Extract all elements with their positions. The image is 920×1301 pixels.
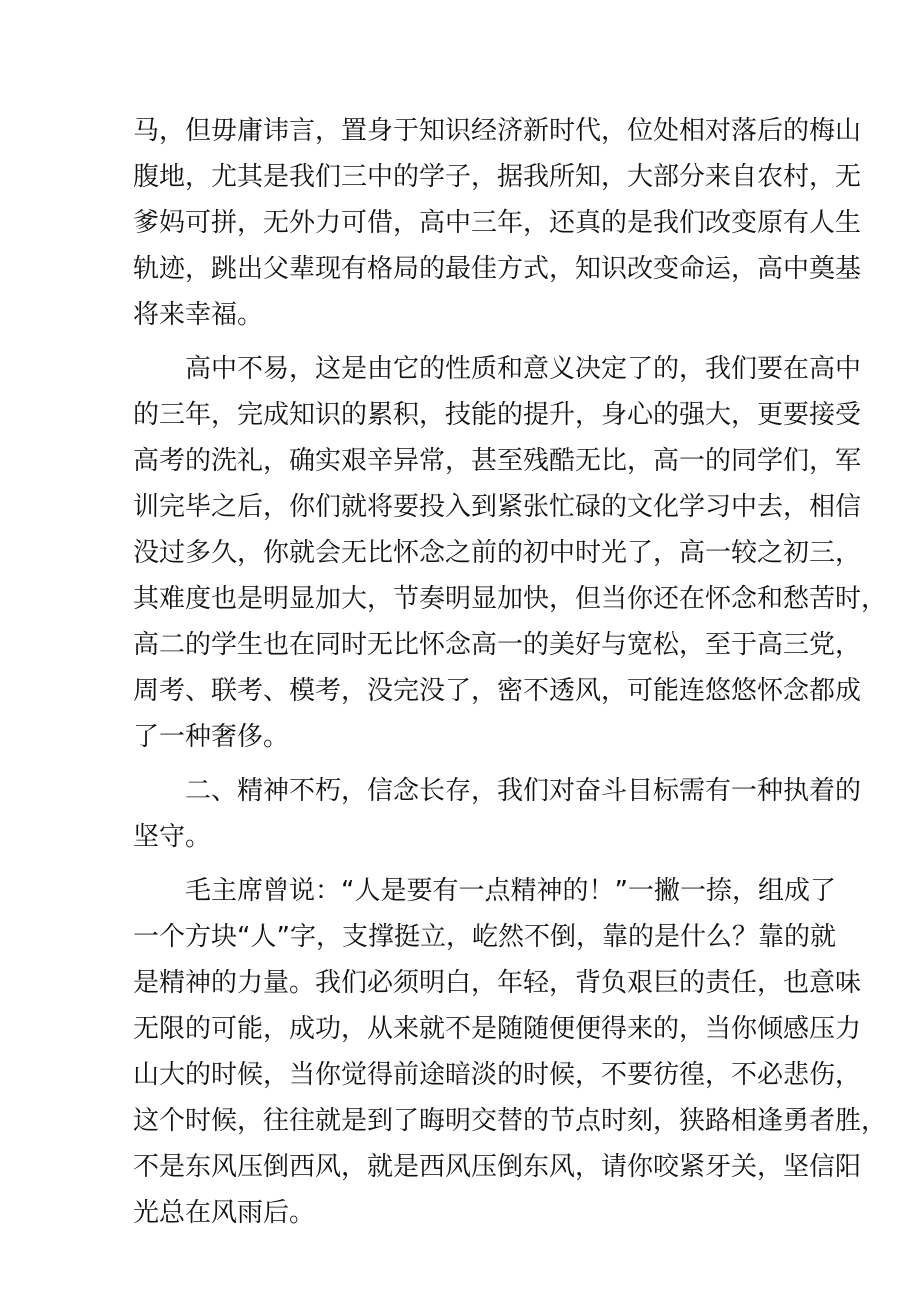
- body-text: [133, 108, 888, 1236]
- text-line: 其难度也是明显加大，节奏明显加快，但当你还在怀念和愁苦时，: [133, 584, 888, 614]
- text-line: 高二的学生也在同时无比怀念高一的美好与宽松，至于高三党，: [133, 630, 862, 660]
- text-line: 将来幸福。: [133, 300, 264, 330]
- text-line: 了一种奢侈。: [133, 722, 290, 752]
- text-line: 一个方块“人”字，支撑挺立，屹然不倒，靠的是什么？靠的就: [133, 922, 836, 952]
- text-line: 光总在风雨后。: [133, 1198, 316, 1228]
- text-line: 轨迹，跳出父辈现有格局的最佳方式，知识改变命运，高中奠基: [133, 254, 862, 284]
- text-line: 马，但毋庸讳言，置身于知识经济新时代，位处相对落后的梅山: [133, 116, 862, 146]
- text-line: 高中不易，这是由它的性质和意义决定了的，我们要在高中: [133, 354, 862, 384]
- text-line: 坚守。: [133, 822, 212, 852]
- text-line: 二、精神不朽，信念长存，我们对奋斗目标需有一种执着的: [133, 776, 862, 806]
- text-line: 山大的时候，当你觉得前途暗淡的时候，不要彷徨，不必悲伤，: [133, 1060, 862, 1090]
- text-line: 没过多久，你就会无比怀念之前的初中时光了，高一较之初三，: [133, 538, 862, 568]
- text-line: 是精神的力量。我们必须明白，年轻，背负艰巨的责任，也意味: [133, 968, 862, 998]
- text-line: 毛主席曾说：“人是要有一点精神的！”一撇一捺，组成了: [133, 876, 836, 906]
- text-line: 周考、联考、模考，没完没了，密不透风，可能连悠悠怀念都成: [133, 676, 862, 706]
- text-line: 爹妈可拼，无外力可借，高中三年，还真的是我们改变原有人生: [133, 208, 862, 238]
- text-line: 无限的可能，成功，从来就不是随随便便得来的，当你倾感压力: [133, 1014, 862, 1044]
- text-line: 这个时候，往往就是到了晦明交替的节点时刻，狭路相逢勇者胜，: [133, 1106, 888, 1136]
- text-line: 腹地，尤其是我们三中的学子，据我所知，大部分来自农村，无: [133, 162, 862, 192]
- text-line: 训完毕之后，你们就将要投入到紧张忙碌的文化学习中去，相信: [133, 492, 862, 522]
- text-line: 高考的洗礼，确实艰辛异常，甚至残酷无比，高一的同学们，军: [133, 446, 862, 476]
- text-line: 不是东风压倒西风，就是西风压倒东风，请你咬紧牙关，坚信阳: [133, 1152, 862, 1182]
- text-line: 的三年，完成知识的累积，技能的提升，身心的强大，更要接受: [133, 400, 862, 430]
